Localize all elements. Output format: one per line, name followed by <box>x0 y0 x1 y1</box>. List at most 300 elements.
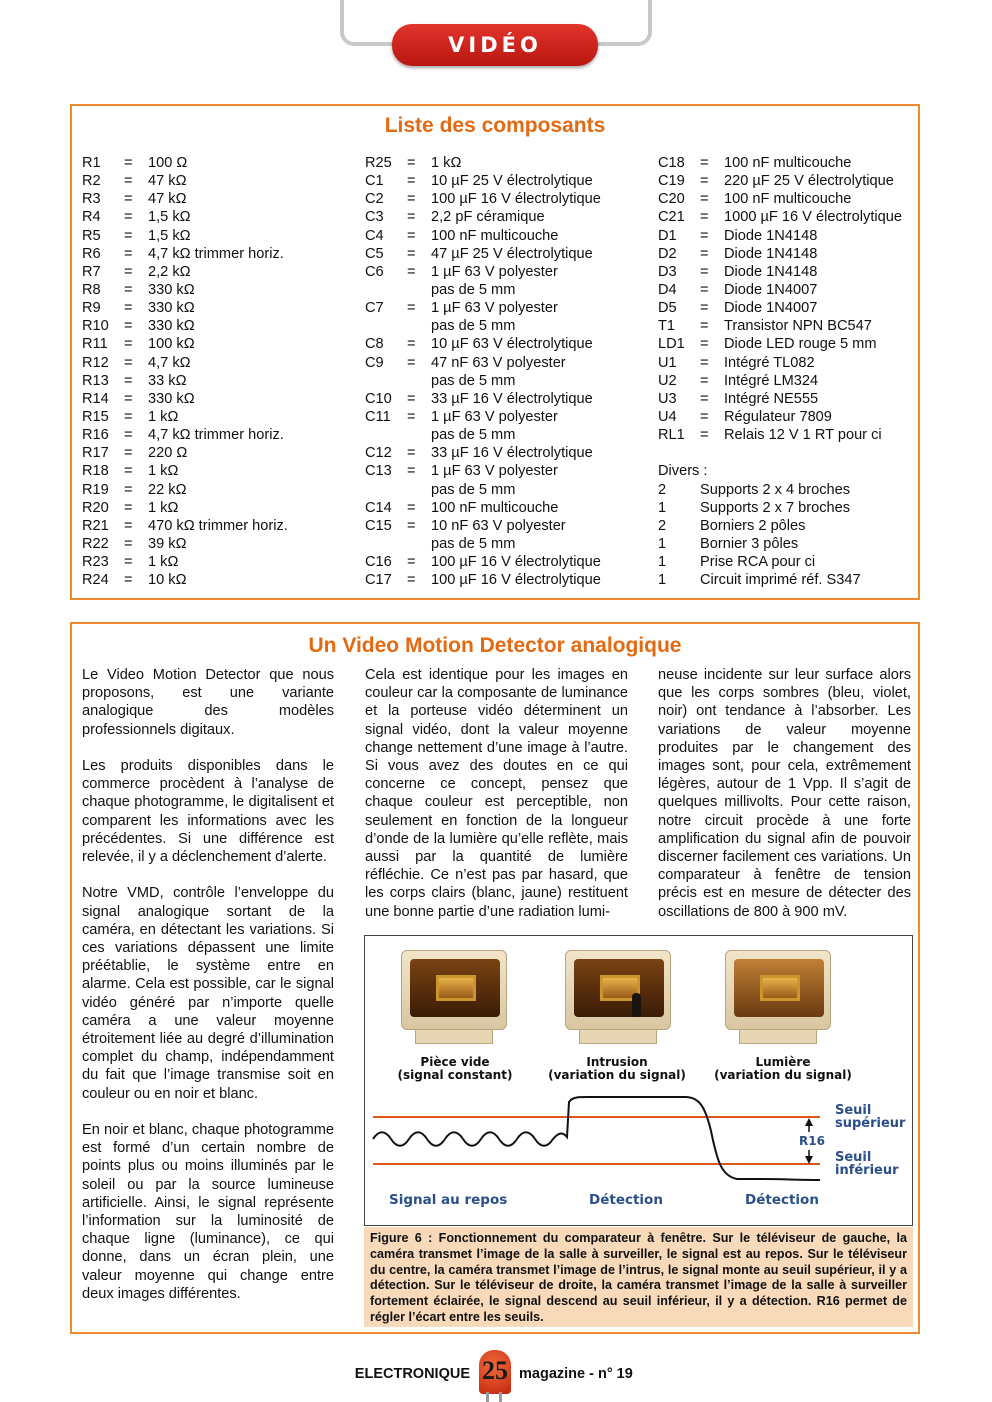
component-row <box>82 499 288 517</box>
component-row <box>82 335 288 353</box>
divers-row <box>658 499 902 517</box>
component-row <box>365 281 601 299</box>
component-row <box>82 426 288 444</box>
component-value: 330 kΩ <box>148 281 195 298</box>
component-ref: R20 <box>82 499 109 516</box>
component-value: 100 nF multicouche <box>431 499 559 516</box>
component-ref: R6 <box>82 245 101 262</box>
component-eq: = <box>700 408 709 425</box>
component-ref: D5 <box>658 300 677 317</box>
component-eq: = <box>407 554 416 571</box>
component-value: Diode 1N4007 <box>724 281 818 298</box>
component-ref: R19 <box>82 481 109 498</box>
component-value: 470 kΩ trimmer horiz. <box>148 517 288 534</box>
component-value: 47 nF 63 V polyester <box>431 354 566 371</box>
component-eq: = <box>407 517 416 534</box>
footer <box>0 1344 992 1400</box>
component-eq: = <box>124 481 133 498</box>
component-value: Diode 1N4007 <box>724 300 818 317</box>
component-ref: R2 <box>82 173 101 190</box>
component-ref <box>365 535 407 553</box>
component-eq: = <box>124 227 133 244</box>
component-value: Diode 1N4148 <box>724 245 818 262</box>
component-eq: = <box>124 300 133 317</box>
component-ref: C3 <box>365 209 384 226</box>
divers-row <box>658 481 902 499</box>
component-ref: R10 <box>82 318 109 335</box>
component-ref: C11 <box>365 408 391 425</box>
component-value: 33 µF 16 V électrolytique <box>431 390 593 407</box>
component-ref: R22 <box>82 535 109 552</box>
divers-qty: 1 <box>658 535 667 552</box>
component-value: 1 kΩ <box>148 408 179 425</box>
component-ref: C16 <box>365 554 392 571</box>
component-eq: = <box>407 173 416 190</box>
component-eq: = <box>124 372 133 389</box>
component-ref: C12 <box>365 445 392 462</box>
component-ref: C7 <box>365 300 384 317</box>
component-ref: C8 <box>365 336 384 353</box>
component-eq: = <box>700 191 709 208</box>
component-eq <box>407 535 431 553</box>
component-ref: C6 <box>365 263 384 280</box>
component-row <box>658 335 902 353</box>
divers-qty: 2 <box>658 481 667 498</box>
component-row <box>658 227 902 245</box>
component-eq: = <box>124 173 133 190</box>
component-ref: D2 <box>658 245 677 262</box>
component-row <box>365 408 601 426</box>
component-eq: = <box>700 263 709 280</box>
r16-arrow-up-head <box>805 1118 813 1126</box>
component-eq: = <box>407 354 416 371</box>
component-ref <box>365 481 407 499</box>
article-column-a <box>82 666 334 1321</box>
article-column-c <box>658 666 911 939</box>
component-ref: U1 <box>658 354 677 371</box>
component-row <box>365 462 601 480</box>
component-value: 100 µF 16 V électrolytique <box>431 554 601 571</box>
phase-label-rest: Signal au repos <box>389 1192 508 1208</box>
page-number-led-icon: 25 <box>479 1350 511 1394</box>
component-value: 10 µF 25 V électrolytique <box>431 173 593 190</box>
component-ref: R11 <box>82 336 108 353</box>
component-row <box>82 462 288 480</box>
component-eq: = <box>407 263 416 280</box>
component-ref: C20 <box>658 191 685 208</box>
paragraph: Notre VMD, contrôle l’enveloppe du signal analogique sortant de la caméra, en détectant les variations. Si ces variations dépassent une limite préétablie, le système entre en alarme. Cela est possible, car le signal vidéo généré par n’importe quelle caméra a une valeur moyenne étroitement liée au degré d’illumination complet du champ, indépendamment du fait que l’image transmise soit en couleur ou en noir et blanc. <box>82 885 334 1102</box>
component-eq: = <box>407 445 416 462</box>
component-ref: C9 <box>365 354 384 371</box>
component-eq: = <box>700 354 709 371</box>
article-title: Un Video Motion Detector analogique <box>308 634 682 657</box>
component-eq: = <box>700 173 709 190</box>
component-value: 1 µF 63 V polyester <box>431 463 558 480</box>
component-value: pas de 5 mm <box>431 481 516 498</box>
component-ref: C18 <box>658 155 685 171</box>
component-eq <box>407 481 431 499</box>
component-ref: C21 <box>658 209 685 226</box>
component-value: pas de 5 mm <box>431 281 516 298</box>
component-value: 100 Ω <box>148 155 188 171</box>
component-ref: C4 <box>365 227 384 244</box>
component-ref <box>365 281 407 299</box>
component-row <box>82 553 288 571</box>
component-value: 330 kΩ <box>148 318 195 335</box>
divers-qty: 1 <box>658 499 667 516</box>
component-value: 330 kΩ <box>148 390 195 407</box>
paragraph: neuse incidente sur leur surface alors que les corps sombres (bleu, violet, noir) ont tendance à l’absorber. Les variations de valeur moyenne produites par le changement des images sont, pour cela, extrêmement légères, autour de 1 Vpp. Il s’agit de quelques millivolts. Pour cette raison, notre circuit procède à une forte amplification du signal afin de pouvoir discerner facilement ces variations. Un comparateur à fenêtre de tension précis est en mesure de détecter des oscillations de 800 à 900 mV. <box>658 667 911 920</box>
component-eq: = <box>700 227 709 244</box>
component-eq: = <box>700 300 709 317</box>
component-ref <box>365 426 407 444</box>
component-value: 4,7 kΩ <box>148 354 191 371</box>
component-eq: = <box>407 191 416 208</box>
component-value: 47 µF 25 V électrolytique <box>431 245 593 262</box>
r16-arrow-down-head <box>805 1156 813 1164</box>
component-value: Transistor NPN BC547 <box>724 318 872 335</box>
component-value: 220 µF 25 V électrolytique <box>724 173 894 190</box>
upper-threshold-label: Seuil supérieur <box>835 1103 906 1131</box>
component-value: Intégré TL082 <box>724 354 815 371</box>
component-row <box>658 245 902 263</box>
component-eq: = <box>124 336 133 353</box>
component-value: 22 kΩ <box>148 481 187 498</box>
component-ref: D1 <box>658 227 677 244</box>
component-value: 10 kΩ <box>148 572 187 589</box>
component-ref: R9 <box>82 300 101 317</box>
component-value: 10 nF 63 V polyester <box>431 517 566 534</box>
article-box <box>70 622 920 1334</box>
component-value: 1000 µF 16 V électrolytique <box>724 209 902 226</box>
component-value: Diode 1N4148 <box>724 263 818 280</box>
component-ref: C13 <box>365 463 392 480</box>
component-eq: = <box>124 499 133 516</box>
component-value: 1,5 kΩ <box>148 209 191 226</box>
component-eq: = <box>407 463 416 480</box>
component-ref: LD1 <box>658 336 685 353</box>
component-eq: = <box>124 318 133 335</box>
component-eq: = <box>124 245 133 262</box>
component-ref: C2 <box>365 191 384 208</box>
component-ref: R21 <box>82 517 109 534</box>
component-eq: = <box>700 336 709 353</box>
component-eq: = <box>124 445 133 462</box>
component-row <box>658 154 902 172</box>
paragraph: Le Video Motion Detector que nous proposons, est une variante analogique des modèles professionnels digitaux. <box>82 667 334 738</box>
phase-label-detection-1: Détection <box>589 1192 663 1208</box>
component-value: Diode LED rouge 5 mm <box>724 336 877 353</box>
component-eq: = <box>124 427 133 444</box>
component-ref: R24 <box>82 572 109 589</box>
component-row <box>82 444 288 462</box>
component-row <box>365 390 601 408</box>
component-eq: = <box>407 572 416 589</box>
component-row <box>82 281 288 299</box>
component-value: Intégré LM324 <box>724 372 819 389</box>
component-value: 330 kΩ <box>148 300 195 317</box>
components-column-3 <box>658 154 902 589</box>
tv-caption-3: Lumière (variation du signal) <box>714 1055 852 1082</box>
figure-caption: Figure 6 : Fonctionnement du comparateur à fenêtre. Sur le téléviseur de gauche, la caméra transmet l’image de la salle à surveiller, le signal est au repos. Sur le téléviseur du centre, la caméra transmet l’image de l’intrus, le signal monte au seuil supérieur, il y a détection. Sur le téléviseur de droite, la caméra transmet l’image de la salle à surveiller fortement éclairée, le signal descend au seuil inférieur, il y a détection. R16 permet de régler l’écart entre les seuils. <box>364 1227 913 1327</box>
component-value: 4,7 kΩ trimmer horiz. <box>148 245 284 262</box>
component-row <box>82 481 288 499</box>
component-eq: = <box>407 499 416 516</box>
phase-label-detection-2: Détection <box>745 1192 819 1208</box>
component-row <box>365 263 601 281</box>
divers-row <box>658 517 902 535</box>
component-value: 1 µF 63 V polyester <box>431 263 558 280</box>
component-eq: = <box>700 427 709 444</box>
r16-label: R16 <box>799 1134 825 1148</box>
divers-qty: 2 <box>658 517 667 534</box>
component-row <box>82 245 288 263</box>
component-ref: R13 <box>82 372 109 389</box>
component-row <box>365 535 601 553</box>
component-eq: = <box>124 281 133 298</box>
component-value: 1 kΩ <box>431 155 462 171</box>
component-eq: = <box>700 318 709 335</box>
component-eq: = <box>407 408 416 425</box>
component-value: 1 µF 63 V polyester <box>431 300 558 317</box>
divers-item: Circuit imprimé réf. S347 <box>700 572 861 589</box>
component-row <box>658 299 902 317</box>
component-eq: = <box>124 517 133 534</box>
component-row <box>365 299 601 317</box>
component-value: 47 kΩ <box>148 173 187 190</box>
component-value: 4,7 kΩ trimmer horiz. <box>148 427 284 444</box>
component-row <box>365 517 601 535</box>
component-eq: = <box>124 463 133 480</box>
component-row <box>82 372 288 390</box>
component-value: pas de 5 mm <box>431 372 516 389</box>
component-ref: U2 <box>658 372 677 389</box>
section-label: VIDÉO <box>392 24 598 66</box>
figure-6 <box>364 935 913 1226</box>
divers-item: Bornier 3 pôles <box>700 535 799 552</box>
component-value: 100 nF multicouche <box>431 227 559 244</box>
component-row <box>365 481 601 499</box>
component-eq: = <box>407 227 416 244</box>
led-leg <box>499 1392 502 1402</box>
component-eq: = <box>407 336 416 353</box>
component-value: 220 Ω <box>148 445 188 462</box>
component-ref: C5 <box>365 245 384 262</box>
component-row <box>365 245 601 263</box>
component-eq <box>407 317 431 335</box>
divers-item: Borniers 2 pôles <box>700 517 806 534</box>
component-eq: = <box>124 390 133 407</box>
paragraph: Les produits disponibles dans le commerce procèdent à l’analyse de chaque photogramme, le digitalisent et comparent les informations avec les précédentes. Si une différence est relevée, il y a déclenchement d’alerte. <box>82 758 334 866</box>
component-eq: = <box>407 245 416 262</box>
component-eq: = <box>700 155 709 171</box>
component-eq: = <box>407 155 416 171</box>
footer-magazine-name: ELECTRONIQUE <box>354 1366 470 1382</box>
components-column-1 <box>82 154 288 589</box>
component-ref: C15 <box>365 517 392 534</box>
component-ref: R14 <box>82 390 109 407</box>
component-row <box>658 408 902 426</box>
component-value: 1 kΩ <box>148 499 179 516</box>
component-eq: = <box>700 281 709 298</box>
component-value: 39 kΩ <box>148 535 187 552</box>
component-value: Intégré NE555 <box>724 390 819 407</box>
component-row <box>82 571 288 589</box>
component-eq <box>407 372 431 390</box>
component-row <box>658 372 902 390</box>
component-row <box>365 444 601 462</box>
component-eq: = <box>700 245 709 262</box>
component-ref: R3 <box>82 191 101 208</box>
component-row <box>82 172 288 190</box>
component-row <box>658 426 902 444</box>
component-row <box>365 172 601 190</box>
footer-issue: magazine - n° 19 <box>519 1366 633 1382</box>
divers-title: Divers : <box>658 463 708 480</box>
component-eq: = <box>124 354 133 371</box>
lower-threshold-label: Seuil inférieur <box>835 1150 899 1178</box>
component-ref <box>365 317 407 335</box>
component-ref: R8 <box>82 281 101 298</box>
component-ref: C19 <box>658 173 685 190</box>
component-eq: = <box>124 554 133 571</box>
component-value: 100 nF multicouche <box>724 155 852 171</box>
component-ref: C17 <box>365 572 392 589</box>
tv-caption-2: Intrusion (variation du signal) <box>548 1055 686 1082</box>
divers-row <box>658 535 902 553</box>
component-value: 100 kΩ <box>148 336 195 353</box>
component-ref: R23 <box>82 554 109 571</box>
component-eq: = <box>700 372 709 389</box>
component-ref: R25 <box>365 155 392 171</box>
component-value: 1,5 kΩ <box>148 227 191 244</box>
component-ref: U3 <box>658 390 677 407</box>
components-column-2 <box>365 154 601 589</box>
component-row <box>365 335 601 353</box>
component-value: Relais 12 V 1 RT pour ci <box>724 427 882 444</box>
component-eq: = <box>407 209 416 226</box>
component-row <box>365 571 601 589</box>
component-ref: R12 <box>82 354 109 371</box>
component-value: pas de 5 mm <box>431 427 516 444</box>
component-value: 100 µF 16 V électrolytique <box>431 572 601 589</box>
component-eq: = <box>124 572 133 589</box>
article-column-b <box>365 666 628 939</box>
component-value: 100 nF multicouche <box>724 191 852 208</box>
components-title: Liste des composants <box>384 114 606 137</box>
divers-row <box>658 553 902 571</box>
paragraph: En noir et blanc, chaque photogramme est formé d’un certain nombre de points plus ou moins illuminés par le soleil ou par la source lumineuse artificielle. Ainsi, le signal représente l’information sur la luminosité de chaque ligne (luminance), ce qui donne, dans un écran plein, une valeur moyenne qui change entre deux images différentes. <box>82 1122 334 1302</box>
divers-item: Supports 2 x 4 broches <box>700 481 851 498</box>
component-row <box>658 208 902 226</box>
component-eq: = <box>124 155 133 171</box>
component-eq <box>407 281 431 299</box>
component-value: 1 kΩ <box>148 463 179 480</box>
component-value: 33 µF 16 V électrolytique <box>431 445 593 462</box>
component-row <box>658 354 902 372</box>
component-eq: = <box>124 209 133 226</box>
component-row <box>365 499 601 517</box>
component-row <box>658 390 902 408</box>
component-row <box>82 317 288 335</box>
component-ref: R18 <box>82 463 109 480</box>
component-row <box>365 227 601 245</box>
component-value: 1 µF 63 V polyester <box>431 408 558 425</box>
tv-caption-1: Pièce vide (signal constant) <box>397 1055 513 1082</box>
component-value: pas de 5 mm <box>431 535 516 552</box>
component-value: 10 µF 63 V électrolytique <box>431 336 593 353</box>
divers-item: Prise RCA pour ci <box>700 554 816 571</box>
component-ref: C10 <box>365 390 392 407</box>
component-row <box>82 263 288 281</box>
component-value: 33 kΩ <box>148 372 187 389</box>
component-row <box>658 190 902 208</box>
component-eq: = <box>124 535 133 552</box>
divers-qty: 1 <box>658 554 667 571</box>
signal-diagram <box>365 936 914 1227</box>
signal-waveform <box>373 1097 820 1180</box>
component-value: 1 kΩ <box>148 554 179 571</box>
divers-item: Supports 2 x 7 broches <box>700 499 851 516</box>
component-row <box>658 263 902 281</box>
component-ref: R15 <box>82 408 109 425</box>
component-row <box>82 354 288 372</box>
component-ref: D4 <box>658 281 677 298</box>
component-row <box>82 535 288 553</box>
component-ref: U4 <box>658 408 677 425</box>
component-eq: = <box>407 300 416 317</box>
component-eq: = <box>700 209 709 226</box>
component-ref: R17 <box>82 445 109 462</box>
component-row <box>365 354 601 372</box>
led-leg <box>486 1392 489 1402</box>
divers-row <box>658 571 902 589</box>
component-row <box>82 154 288 172</box>
component-row <box>365 154 601 172</box>
component-row <box>365 317 601 335</box>
component-eq: = <box>124 263 133 280</box>
component-ref: R5 <box>82 227 101 244</box>
component-row <box>82 517 288 535</box>
component-ref: C14 <box>365 499 392 516</box>
component-value: 100 µF 16 V électrolytique <box>431 191 601 208</box>
component-ref: R4 <box>82 209 101 226</box>
component-row <box>365 553 601 571</box>
component-eq: = <box>124 408 133 425</box>
component-row <box>82 190 288 208</box>
component-ref: D3 <box>658 263 677 280</box>
component-ref: C1 <box>365 173 384 190</box>
component-ref: RL1 <box>658 427 685 444</box>
component-ref: R1 <box>82 155 101 171</box>
component-eq: = <box>407 390 416 407</box>
component-ref: T1 <box>658 318 676 335</box>
component-row <box>365 372 601 390</box>
component-row <box>365 426 601 444</box>
component-value: 2,2 pF céramique <box>431 209 545 226</box>
component-row <box>658 172 902 190</box>
component-row <box>82 408 288 426</box>
component-row <box>82 227 288 245</box>
component-row <box>82 390 288 408</box>
components-box <box>70 104 920 600</box>
component-row <box>658 317 902 335</box>
component-ref: R16 <box>82 427 109 444</box>
component-value: pas de 5 mm <box>431 318 516 335</box>
component-value: 47 kΩ <box>148 191 187 208</box>
component-row <box>365 208 601 226</box>
component-row <box>365 190 601 208</box>
